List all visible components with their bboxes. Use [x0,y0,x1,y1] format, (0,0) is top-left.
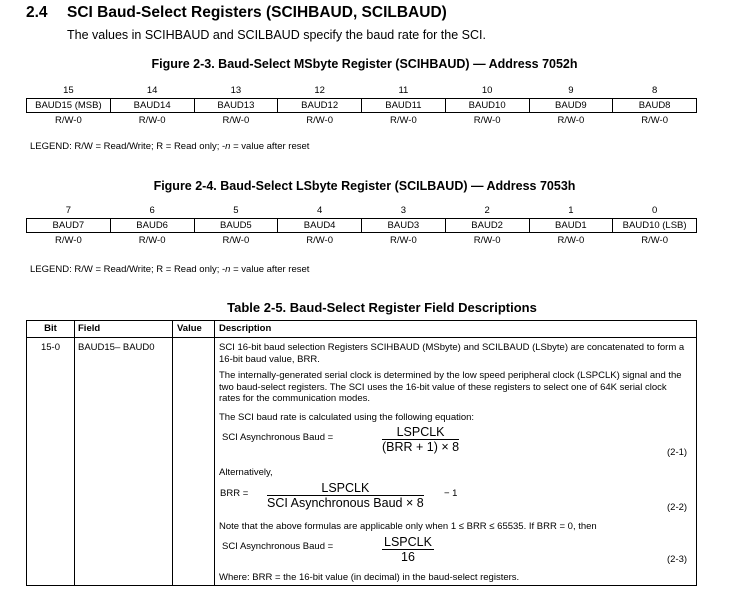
bit-access: R/W-0 [306,234,333,246]
bit-access: R/W-0 [222,114,250,126]
bit-number: 11 [398,84,409,96]
equation-1-numerator: LSPCLK [382,425,459,440]
bit-number: 4 [316,204,323,216]
bit-access: R/W-0 [306,114,333,126]
equation-3-numerator: LSPCLK [384,535,432,549]
bit-field-name: BAUD9 [529,99,613,113]
bit-field-name: BAUD2 [445,219,529,233]
bit-access: R/W-0 [641,114,668,126]
section-number: 2.4 [26,4,48,21]
equation-3-lhs: SCI Asynchronous Baud = [222,541,334,552]
bit-field-name: BAUD1 [529,219,613,233]
bit-number: 2 [484,204,490,216]
bit-field-name: BAUD13 [194,99,278,113]
bit-number: 12 [314,84,325,96]
legend-text: LEGEND: R/W = Read/Write; R = Read only; - [30,264,226,275]
equation-1-denominator: (BRR + 1) × 8 [382,440,460,454]
bit-access: R/W-0 [473,114,501,126]
legend-n: n [225,264,231,275]
figure-high-title: Figure 2-3. Baud-Select MSbyte Register (SCIHBAUD) — Address 7052h [151,57,578,71]
bit-field-name: BAUD10 [445,99,529,113]
bit-field-name: BAUD8 [613,99,697,113]
description-paragraph: Note that the above formulas are applicable only when 1 ≤ BRR ≤ 65535. If BRR = 0, then [219,521,597,532]
bit-number: 3 [400,204,407,216]
bit-number: 15 [63,84,74,96]
equation-1-number: (2-1) [667,447,688,458]
row-field: BAUD15– BAUD0 [78,342,155,353]
section-intro: The values in SCIHBAUD and SCILBAUD specify the baud rate for the SCI. [67,28,486,42]
description-paragraph: The SCI baud rate is calculated using the following equation: [219,412,475,423]
bit-field-name: BAUD14 [110,99,194,113]
bit-access: R/W-0 [557,234,585,246]
bit-number: 14 [146,84,158,96]
column-divider [74,321,75,585]
description-paragraph: Alternatively, [219,467,273,478]
equation-2-tail: − 1 [444,488,458,499]
figure-low-title: Figure 2-4. Baud-Select LSbyte Register (SCILBAUD) — Address 7053h [153,179,576,193]
description-paragraph: SCI 16-bit baud selection Registers SCIHBAUD (MSbyte) and SCILBAUD (LSbyte) are concatenated to form a 16-bit baud value, BRR. [219,342,685,365]
legend-text: = value after reset [230,264,310,275]
bit-field-name: BAUD5 [194,219,278,233]
register-low-table [26,202,697,247]
bit-field-name: BAUD4 [278,219,362,233]
bit-field-name: BAUD3 [362,219,446,233]
bit-number: 5 [233,204,239,216]
equation-3-fraction [382,535,434,564]
bit-field-name: BAUD7 [27,219,111,233]
bit-field-name: BAUD11 [362,99,446,113]
bit-field-name: BAUD6 [110,219,194,233]
bit-field-name: BAUD10 (LSB) [613,219,697,233]
figure-low-legend [30,264,309,275]
field-description-table [26,320,697,586]
legend-n: n [225,141,231,152]
equation-2-fraction [267,481,424,510]
equation-2-numerator: LSPCLK [267,481,424,496]
column-divider [214,321,215,585]
equation-3-denominator: 16 [401,550,415,564]
bit-access: R/W-0 [138,234,166,246]
bit-number: 6 [149,204,155,216]
field-table-title: Table 2-5. Baud-Select Register Field Descriptions [227,300,537,315]
legend-text: LEGEND: R/W = Read/Write; R = Read only; - [30,141,226,152]
legend-text: = value after reset [230,141,310,152]
register-high-table [26,82,697,127]
bit-number: 8 [651,84,658,96]
bit-number: 7 [65,204,72,216]
bit-access: R/W-0 [222,234,250,246]
bit-access: R/W-0 [473,234,501,246]
bit-field-name: BAUD15 (MSB) [27,99,111,113]
column-divider [172,321,173,585]
bit-access: R/W-0 [641,234,668,246]
bit-number: 1 [568,204,574,216]
bit-access: R/W-0 [138,114,166,126]
bit-number: 13 [230,84,242,96]
bit-number: 0 [651,204,658,216]
equation-2-number: (2-2) [667,502,688,513]
header-value: Value [177,323,202,334]
equation-2-denominator: SCI Asynchronous Baud × 8 [267,496,424,510]
equation-3-number: (2-3) [667,554,688,565]
header-description: Description [219,323,272,334]
bit-access: R/W-0 [55,114,82,126]
bit-access: R/W-0 [55,234,82,246]
bit-access: R/W-0 [557,114,585,126]
description-paragraph: The internally-generated serial clock is determined by the low speed peripheral clock (LSPCLK) signal and the two baud-select registers. The SCI uses the 16-bit value of these registers to select one of 64K serial clock rates for the communication modes. [219,370,682,404]
description-paragraph: Where: BRR = the 16-bit value (in decimal) in the baud-select registers. [219,572,520,583]
section-title: SCI Baud-Select Registers (SCIHBAUD, SCILBAUD) [67,4,447,21]
bit-number: 10 [481,84,493,96]
bit-field-name: BAUD12 [278,99,362,113]
equation-1-lhs: SCI Asynchronous Baud = [222,432,334,443]
bit-access: R/W-0 [390,234,417,246]
bit-number: 9 [568,84,574,96]
header-field: Field [78,323,101,334]
header-bit: Bit [44,323,57,334]
figure-high-legend [30,141,309,152]
header-divider [27,337,696,338]
equation-2-lhs: BRR = [220,488,249,499]
bit-access: R/W-0 [390,114,417,126]
equation-1-fraction [382,425,459,454]
row-bit: 15-0 [40,342,60,353]
